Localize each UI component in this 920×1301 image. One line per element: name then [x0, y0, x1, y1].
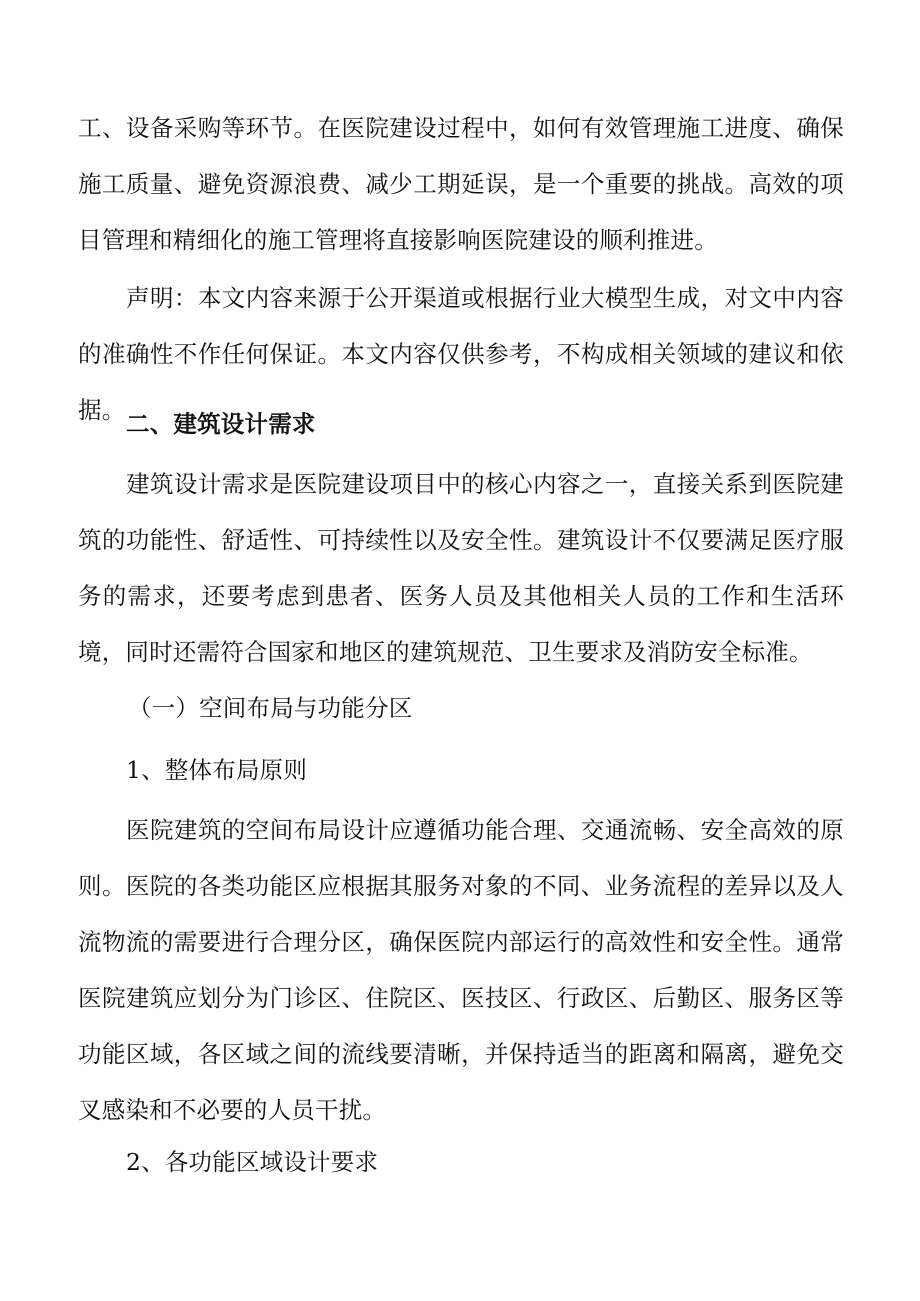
layout-principle-paragraph: 医院建筑的空间布局设计应遵循功能合理、交通流畅、安全高效的原则。医院的各类功能区应根据其服务对象的不同、业务流程的差异以及人流物流的需要进行合理分区，确保医院内部运行的高效性和安全性。通常医院建筑应划分为门诊区、住院区、医技区、行政区、后勤区、服务区等功能区域，各区域之间的流线要清晰，并保持适当的距离和隔离，避免交叉感染和不必要的人员干扰。: [78, 816, 844, 1124]
subsection-heading: （一）空间布局与功能分区: [128, 694, 413, 722]
numbered-heading-1: 1、整体布局原则: [126, 756, 308, 784]
design-requirements-paragraph: 建筑设计需求是医院建设项目中的核心内容之一，直接关系到医院建筑的功能性、舒适性、可持续性以及安全性。建筑设计不仅要满足医疗服务的需求，还要考虑到患者、医务人员及其他相关人员的工作和生活环境，同时还需符合国家和地区的建筑规范、卫生要求及消防安全标准。: [78, 470, 844, 666]
numbered-heading-2: 2、各功能区域设计要求: [126, 1148, 379, 1176]
section-heading: 二、建筑设计需求: [126, 410, 316, 438]
paragraph-continuation: 工、设备采购等环节。在医院建设过程中，如何有效管理施工进度、确保施工质量、避免资源浪费、减少工期延误，是一个重要的挑战。高效的项目管理和精细化的施工管理将直接影响医院建设的顺利推进。: [78, 114, 844, 254]
disclaimer-paragraph: 声明：本文内容来源于公开渠道或根据行业大模型生成，对文中内容的准确性不作任何保证。本文内容仅供参考，不构成相关领域的建议和依据。: [78, 284, 844, 424]
